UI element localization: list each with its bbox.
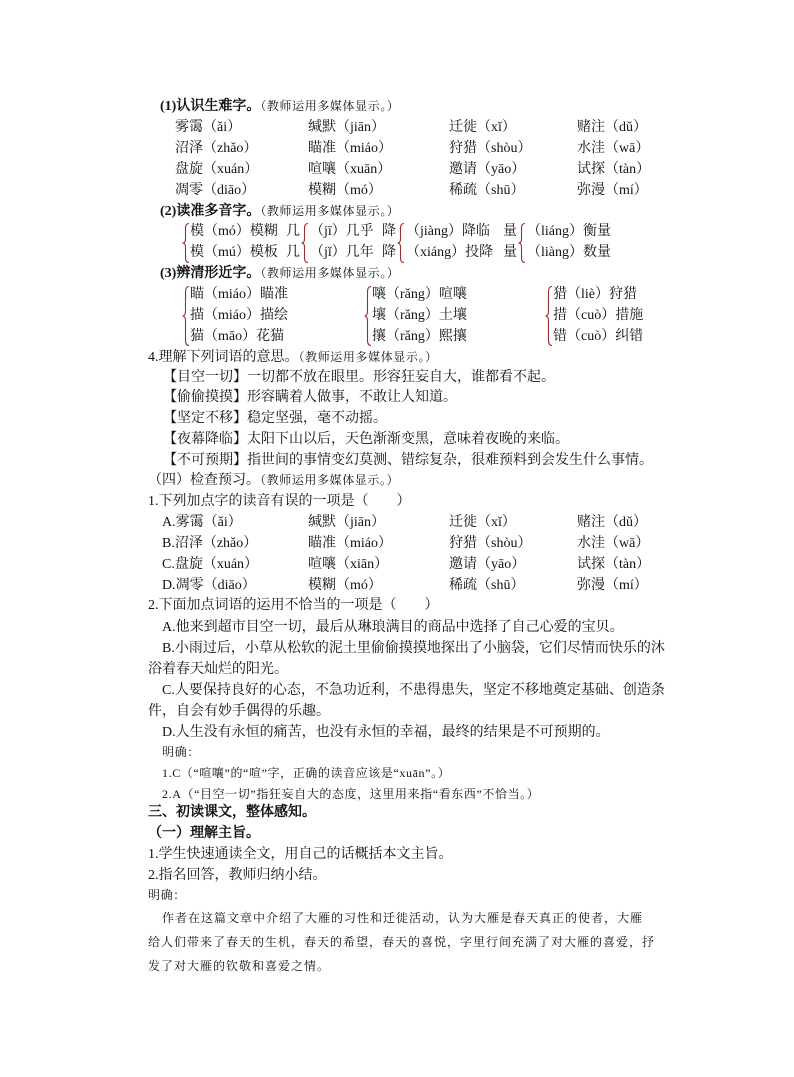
summary-line: 发了对大雁的钦敬和喜爱之情。: [148, 959, 331, 973]
heading-note: （教师运用多媒体显示。）: [260, 266, 400, 280]
option-item: 弥漫（mí）: [577, 578, 648, 593]
option-line: C.人要保持良好的心态，不急功近利，不患得患失，坚定不移地奠定基础、创造条: [162, 683, 665, 698]
idiom-entry: [163, 369, 555, 387]
vocab-item: 迁徙（xǐ）: [449, 120, 516, 135]
answer-label: 明确：: [162, 745, 200, 759]
polyphone-char: 模: [190, 224, 204, 239]
option-item: 狩猎（shòu）: [449, 536, 532, 551]
polyphone-reading: （mú）模板: [204, 245, 278, 260]
subsection-title: （一）理解主旨。: [148, 826, 260, 841]
heading-title: 4.理解下列词语的意思。: [148, 350, 299, 365]
option-item: D.凋零（diāo）: [162, 578, 256, 593]
vocab-item: 瞄准（miáo）: [308, 141, 392, 156]
summary-line: 给人们带来了春天的生机，春天的希望，春天的喜悦，字里行间充满了对大雁的喜爱，抒: [148, 935, 656, 949]
vocab-item: 雾霭（ǎi）: [175, 120, 242, 135]
similar-char-item: 措（cuò）措施: [553, 308, 644, 323]
polyphone-char: 量: [503, 224, 517, 239]
vocab-item: 水洼（wā）: [577, 141, 650, 156]
similar-char-item: 错（cuò）纠错: [553, 329, 644, 344]
polyphone-char: 量: [503, 245, 517, 260]
vocab-item: 盘旋（xuán）: [175, 162, 259, 177]
polyphone-char: 降: [382, 224, 396, 239]
heading-title: （四）检查预习。: [148, 473, 260, 488]
option-item: 迁徙（xǐ）: [449, 515, 516, 530]
vocab-item: 狩猎（shòu）: [449, 141, 532, 156]
polyphone-reading: （xiáng）投降: [406, 245, 494, 260]
polyphone-item: [382, 244, 493, 262]
step-item: 1.学生快速通读全文，用自己的话概括本文主旨。: [148, 847, 453, 862]
option-line: B.小雨过后，小草从松软的泥土里偷偷摸摸地探出了小脑袋，它们尽情而快乐的沐: [162, 641, 665, 656]
heading-polyphones: [160, 202, 400, 221]
option-item: C.盘旋（xuán）: [162, 557, 259, 572]
polyphone-char: 降: [382, 245, 396, 260]
answer-item: 1.C（“喧嚷”的“喧”字，正确的读音应该是“xuān”。）: [162, 766, 451, 780]
polyphone-char: 模: [190, 245, 204, 260]
section-title: 三、初读课文，整体感知。: [148, 805, 316, 820]
curly-brace-mark: [364, 286, 372, 346]
idiom-definition: 太阳下山以后，天色渐渐变黑，意味着夜晚的来临。: [247, 432, 569, 447]
option-line: 件，自会有妙手偶得的乐趣。: [148, 704, 330, 719]
idiom-term: 【夜幕降临】: [163, 432, 247, 447]
idiom-definition: 指世间的事情变幻莫测、错综复杂，很难预料到会发生什么事情。: [247, 453, 653, 468]
answer-label: 明确：: [148, 888, 186, 902]
polyphone-reading: （mó）模糊: [204, 224, 278, 239]
option-item: 水洼（wā）: [577, 536, 650, 551]
vocab-item: 喧嚷（xuān）: [308, 162, 392, 177]
answer-item: 2.A（“目空一切”指狂妄自大的态度，这里用来指“看东西”不恰当。）: [162, 787, 540, 801]
vocab-item: 赌注（dǔ）: [577, 120, 647, 135]
option-line: D.人生没有永恒的痛苦，也没有永恒的幸福，最终的结果是不可预期的。: [162, 725, 610, 740]
heading-note: （教师运用多媒体显示。）: [260, 473, 400, 487]
option-item: 赌注（dǔ）: [577, 515, 647, 530]
heading-title: (1)认识生难字。: [160, 99, 261, 114]
vocab-item: 模糊（mó）: [308, 183, 382, 198]
polyphone-item: [503, 223, 611, 241]
idiom-entry: [163, 452, 653, 470]
vocab-item: 沼泽（zhǎo）: [175, 141, 258, 156]
idiom-term: 【偷偷摸摸】: [163, 390, 247, 405]
option-item: A.雾霭（ǎi）: [162, 515, 242, 530]
polyphone-char: 几: [286, 245, 300, 260]
option-line: 浴着春天灿烂的阳光。: [148, 662, 288, 677]
polyphone-item: [190, 244, 278, 262]
option-item: 瞄准（miáo）: [308, 536, 392, 551]
idiom-entry: [163, 431, 569, 449]
heading-note: （教师运用多媒体显示。）: [260, 99, 400, 113]
polyphone-item: [286, 223, 374, 241]
option-line: A.他来到超市目空一切，最后从琳琅满目的商品中选择了自己心爱的宝贝。: [162, 620, 624, 635]
heading-similar-characters: [160, 264, 400, 283]
idiom-definition: 形容瞒着人做事，不敢让人知道。: [247, 390, 457, 405]
vocab-item: 缄默（jiān）: [308, 120, 385, 135]
polyphone-char: 几: [286, 224, 300, 239]
similar-char-item: 壤（rǎng）土壤: [372, 308, 467, 323]
option-item: 邀请（yāo）: [449, 557, 526, 572]
idiom-entry: [163, 389, 457, 407]
option-item: 喧嚷（xiān）: [308, 557, 389, 572]
similar-char-item: 嚷（rǎng）喧嚷: [372, 287, 467, 302]
polyphone-reading: （jī）几乎: [310, 224, 374, 239]
heading-word-meanings: [148, 348, 438, 367]
option-item: 稀疏（shū）: [449, 578, 525, 593]
option-item: B.沼泽（zhǎo）: [162, 536, 258, 551]
idiom-term: 【目空一切】: [163, 370, 247, 385]
option-item: 模糊（mó）: [308, 578, 382, 593]
curly-brace-mark: [182, 286, 190, 346]
heading-preview-check: [148, 471, 399, 490]
heading-note: （教师运用多媒体显示。）: [298, 350, 438, 364]
idiom-entry: [163, 410, 387, 428]
heading-new-characters: [160, 97, 400, 116]
summary-line: 作者在这篇文章中介绍了大雁的习性和迁徙活动，认为大雁是春天真正的使者，大雁: [162, 911, 644, 925]
similar-char-item: 描（miáo）描绘: [190, 308, 288, 323]
polyphone-reading: （jǐ）几年: [310, 245, 374, 260]
heading-title: (3)辨清形近字。: [160, 266, 261, 281]
step-item: 2.指名回答，教师归纳小结。: [148, 868, 327, 883]
question-stem: 1.下列加点字的读音有误的一项是（ ）: [148, 494, 411, 509]
option-item: 试探（tàn）: [577, 557, 651, 572]
polyphone-reading: （liàng）数量: [527, 245, 611, 260]
curly-brace-mark: [545, 286, 553, 346]
question-stem: 2.下面加点词语的运用不恰当的一项是（ ）: [148, 598, 439, 613]
idiom-definition: 稳定坚强，毫不动摇。: [247, 411, 387, 426]
option-item: 缄默（jiān）: [308, 515, 385, 530]
polyphone-item: [190, 223, 278, 241]
vocab-item: 弥漫（mí）: [577, 183, 648, 198]
vocab-item: 稀疏（shū）: [449, 183, 525, 198]
heading-title: (2)读准多音字。: [160, 204, 261, 219]
heading-note: （教师运用多媒体显示。）: [260, 204, 400, 218]
polyphone-reading: （jiàng）降临: [406, 224, 490, 239]
polyphone-reading: （liáng）衡量: [527, 224, 611, 239]
polyphone-item: [503, 244, 611, 262]
vocab-item: 邀请（yāo）: [449, 162, 526, 177]
polyphone-item: [286, 244, 374, 262]
polyphone-item: [382, 223, 490, 241]
vocab-item: 凋零（diāo）: [175, 183, 256, 198]
idiom-term: 【不可预期】: [163, 453, 247, 468]
idiom-definition: 一切都不放在眼里。形容狂妄自大，谁都看不起。: [247, 370, 555, 385]
similar-char-item: 攘（rǎng）熙攘: [372, 329, 467, 344]
similar-char-item: 猎（liè）狩猎: [553, 287, 637, 302]
curly-brace-mark: [182, 223, 190, 263]
similar-char-item: 猫（māo）花猫: [190, 329, 285, 344]
idiom-term: 【坚定不移】: [163, 411, 247, 426]
similar-char-item: 瞄（miáo）瞄准: [190, 287, 288, 302]
vocab-item: 试探（tàn）: [577, 162, 651, 177]
